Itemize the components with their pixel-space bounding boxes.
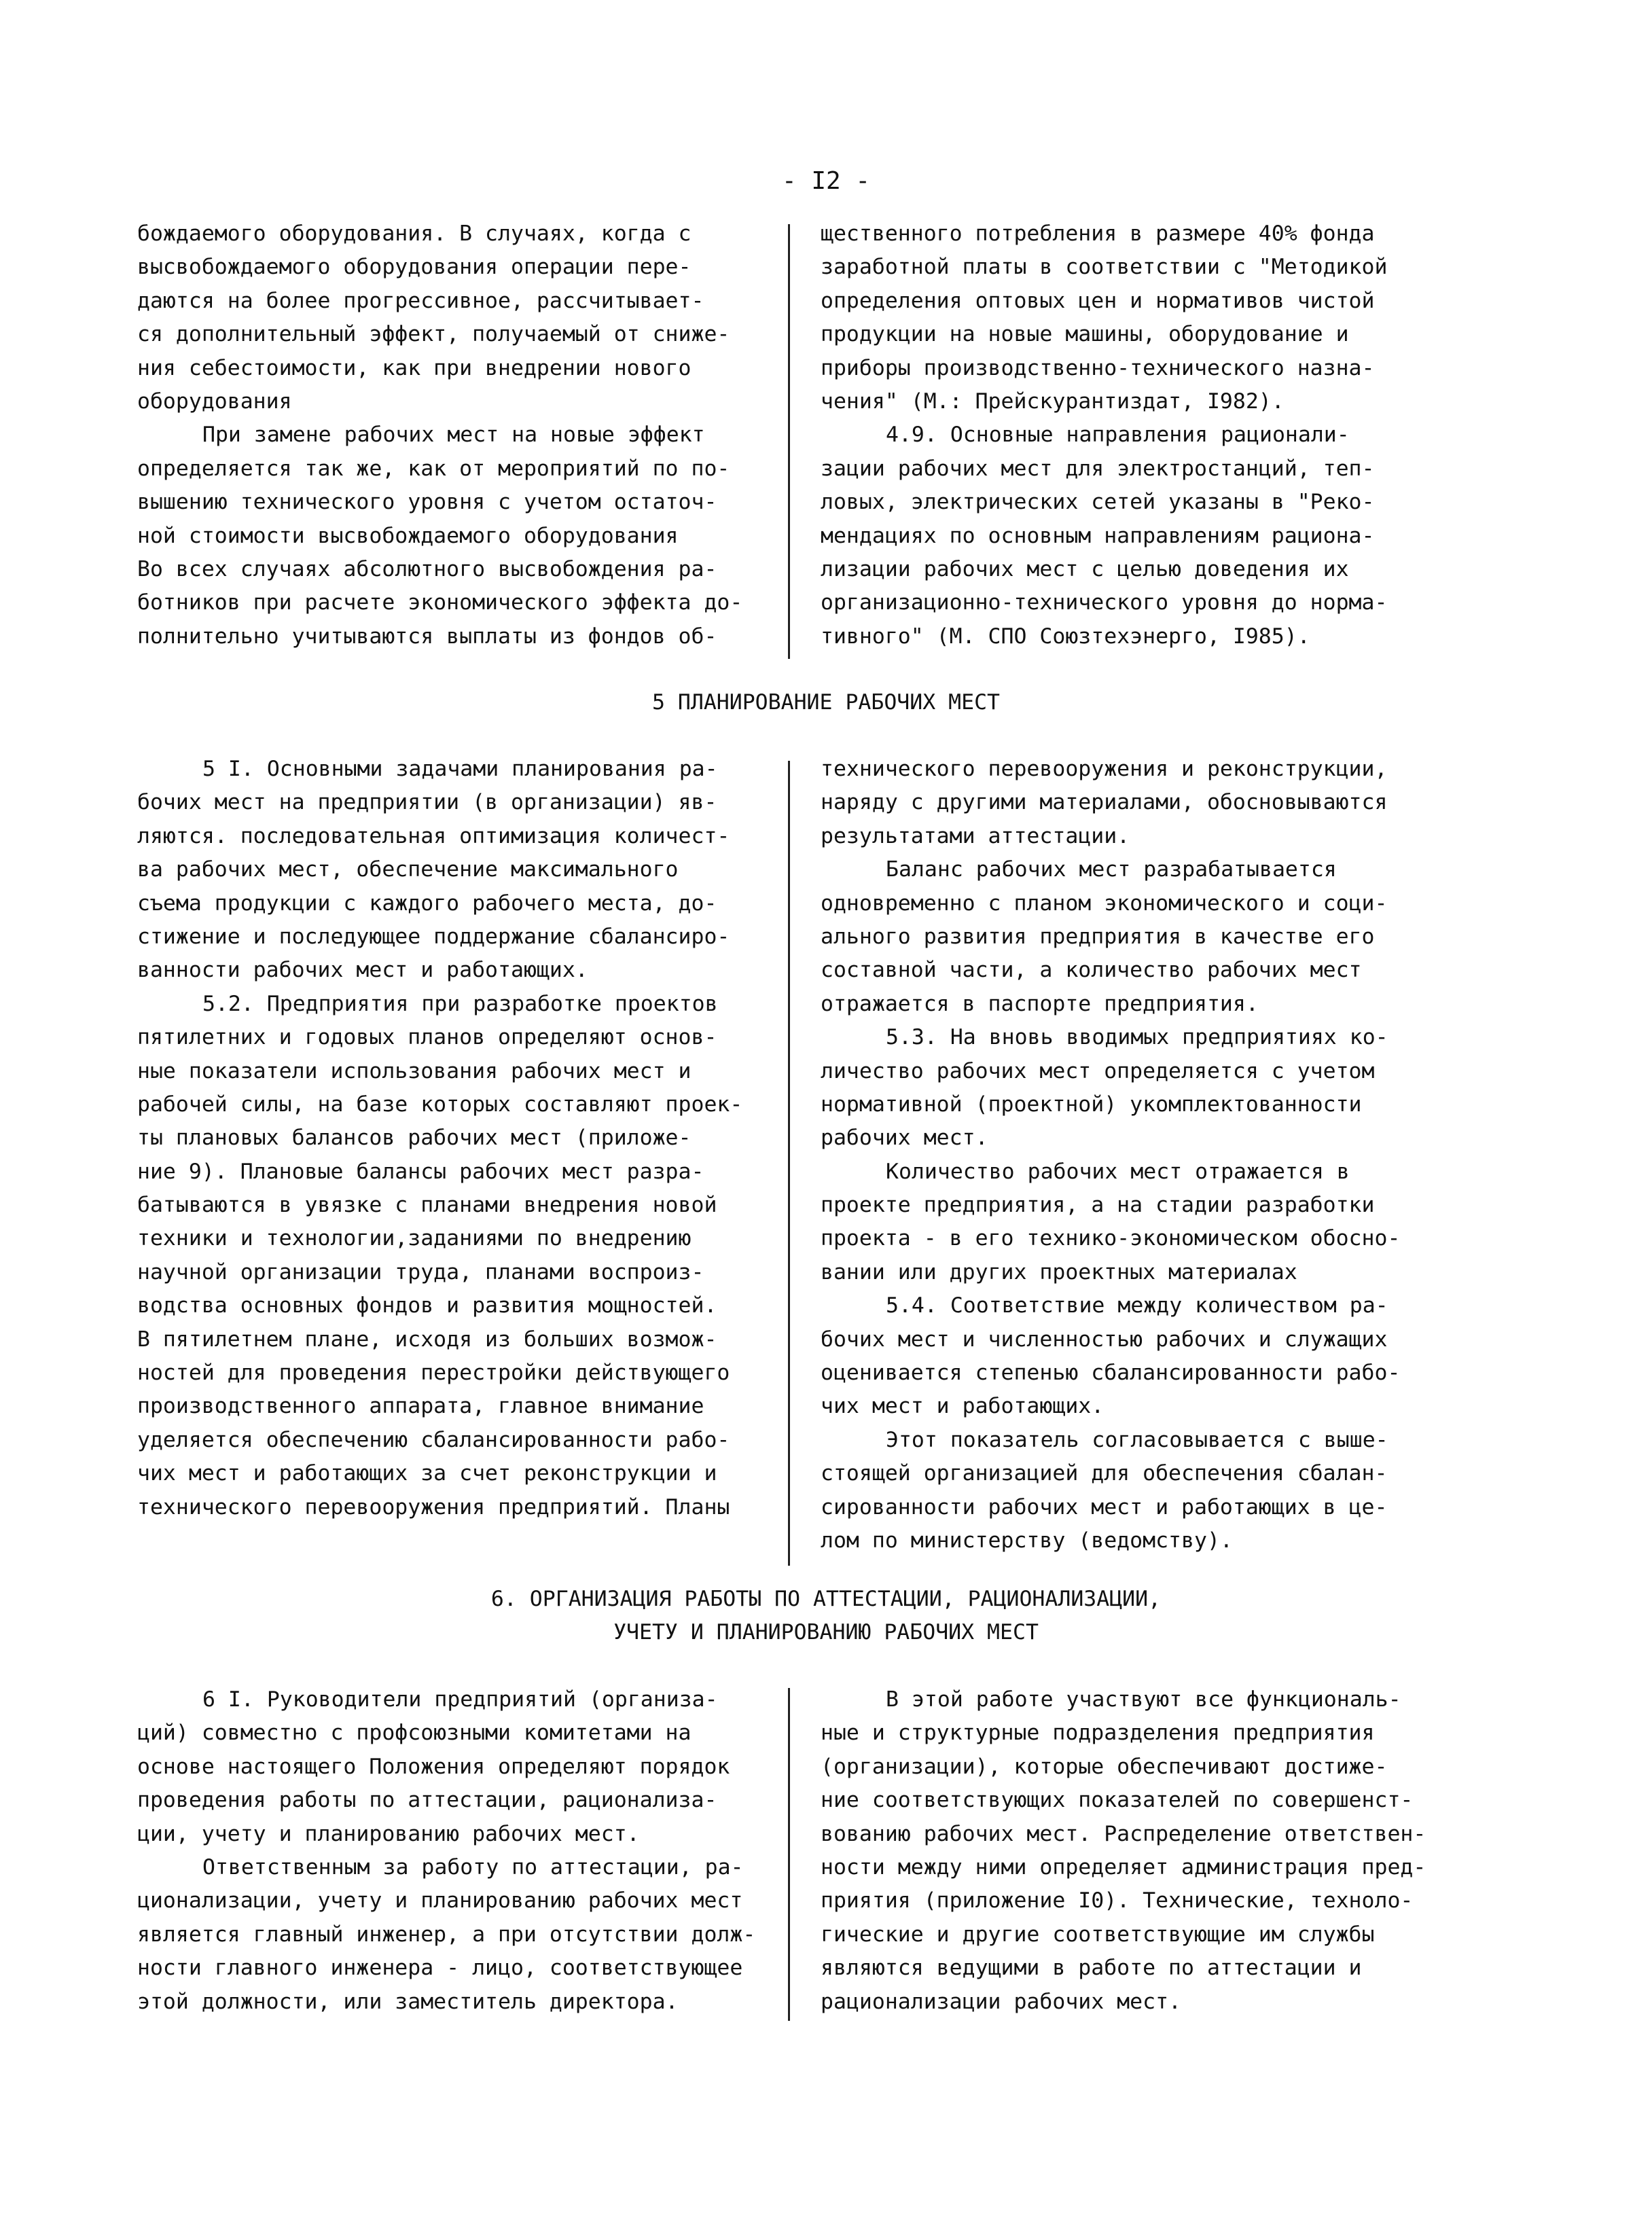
text-line: бочих мест и численностью рабочих и служащих <box>821 1327 1388 1352</box>
text-line: ния себестоимости, как при внедрении нового <box>137 355 692 380</box>
text-line: этой должности, или заместитель директора. <box>137 1989 679 2014</box>
text-line: высвобождаемого оборудования операции пере- <box>137 255 692 280</box>
text-line: научной организации труда, планами воспроиз- <box>137 1259 704 1284</box>
block2-left-column <box>137 753 776 1524</box>
text-line: щественного потребления в размере 40% фонда <box>821 221 1375 246</box>
text-line: бочих мест на предприятии (в организации) яв- <box>137 790 717 815</box>
text-line: В этой работе участвуют все функциональ- <box>886 1687 1401 1712</box>
text-line: ловых, электрических сетей указаны в "Реко- <box>821 490 1375 515</box>
text-line: является главный инженер, а при отсутствии долж- <box>137 1922 756 1947</box>
text-line: ального развития предприятия в качестве его <box>821 924 1375 949</box>
text-line: ние 9). Плановые балансы рабочих мест разра- <box>137 1159 704 1184</box>
column-divider <box>788 761 790 1566</box>
text-line: оценивается степенью сбалансированности рабо- <box>821 1361 1401 1386</box>
text-line: лом по министерству (ведомству). <box>821 1528 1233 1553</box>
text-line: результатами аттестации. <box>821 823 1130 848</box>
text-line: рационализации рабочих мест. <box>821 1989 1182 2014</box>
section-6-title-line: УЧЕТУ И ПЛАНИРОВАНИЮ РАБОЧИХ МЕСТ <box>613 1620 1039 1645</box>
text-line: 5.2. Предприятия при разработке проектов <box>202 991 718 1016</box>
text-line: заработной платы в соответствии с "Методикой <box>821 255 1388 280</box>
text-line: ции, учету и планированию рабочих мест. <box>137 1821 640 1846</box>
text-line: проекте предприятия, а на стадии разработки <box>821 1193 1375 1218</box>
text-line: основе настоящего Положения определяют порядок <box>137 1754 730 1779</box>
section-5-title: 5 ПЛАНИРОВАНИЕ РАБОЧИХ МЕСТ <box>651 690 1001 715</box>
text-line: определяется так же, как от мероприятий по по- <box>137 456 730 481</box>
text-line: батываются в увязке с планами внедрения новой <box>137 1193 717 1218</box>
text-line: ционализации, учету и планированию рабочих мест <box>137 1888 743 1913</box>
text-line: Количество рабочих мест отражается в <box>886 1159 1350 1184</box>
text-line: съема продукции с каждого рабочего места, до- <box>137 891 717 916</box>
text-line: приятия (приложение I0). Технические, техноло- <box>821 1888 1414 1913</box>
text-line: сированности рабочих мест и работающих в це- <box>821 1494 1388 1520</box>
page-number: - I2 - <box>781 167 871 195</box>
text-line: 6 I. Руководители предприятий (организа- <box>202 1687 718 1712</box>
text-line: мендациях по основным направлениям рациона- <box>821 523 1375 548</box>
text-line: стоящей организацией для обеспечения сбалан- <box>821 1461 1388 1486</box>
text-line: проекта - в его технико-экономическом обосно- <box>821 1226 1401 1251</box>
text-line: (организации), которые обеспечивают достиже- <box>821 1754 1388 1779</box>
text-line: техники и технологии,заданиями по внедрению <box>137 1226 692 1251</box>
text-line: Этот показатель согласовывается с выше- <box>886 1427 1388 1452</box>
text-line: вованию рабочих мест. Распределение ответствен- <box>821 1821 1426 1846</box>
text-line: Баланс рабочих мест разрабатывается <box>886 857 1337 882</box>
block3-left-column <box>137 1683 776 2019</box>
text-line: проведения работы по аттестации, рационализа- <box>137 1788 717 1813</box>
text-line: ности между ними определяет администрация пред- <box>821 1854 1426 1880</box>
text-line: водства основных фондов и развития мощностей. <box>137 1293 717 1318</box>
text-line: чения" (М.: Прейскурантиздат, I982). <box>821 389 1285 414</box>
text-line: отражается в паспорте предприятия. <box>821 991 1259 1016</box>
text-line: уделяется обеспечению сбалансированности рабо- <box>137 1427 730 1452</box>
text-line: продукции на новые машины, оборудование и <box>821 322 1349 347</box>
text-line: стижение и последующее поддержание сбалансиро- <box>137 924 730 949</box>
text-line: вании или других проектных материалах <box>821 1259 1297 1284</box>
section-6-heading <box>0 1583 1652 1650</box>
block3-right-column <box>821 1683 1459 2019</box>
text-line: 5 I. Основными задачами планирования ра- <box>202 757 718 781</box>
text-line: нормативной (проектной) укомплектованности <box>821 1092 1362 1117</box>
text-line: чих мест и работающих. <box>821 1394 1105 1419</box>
text-line: ся дополнительный эффект, получаемый от сниже- <box>137 322 730 347</box>
text-line: ляются. последовательная оптимизация количест- <box>137 823 730 848</box>
text-line: Во всех случаях абсолютного высвобождения ра- <box>137 556 717 581</box>
column-divider <box>788 1688 790 2021</box>
text-line: вышению технического уровня с учетом остаточ- <box>137 490 717 515</box>
text-line: полнительно учитываются выплаты из фондов об- <box>137 624 717 649</box>
text-line: технического перевооружения и реконструкции, <box>821 757 1388 781</box>
section-5-heading <box>0 686 1652 719</box>
text-line: оборудования <box>137 389 292 414</box>
block1-right-column <box>821 217 1459 653</box>
text-line: одновременно с планом экономического и соци- <box>821 891 1388 916</box>
text-line: тивного" (М. СПО Союзтехэнерго, I985). <box>821 624 1310 649</box>
text-line: лизации рабочих мест с целью доведения их <box>821 556 1349 581</box>
text-line: даются на более прогрессивное, рассчитывает- <box>137 288 704 313</box>
text-line: технического перевооружения предприятий. Планы <box>137 1494 730 1520</box>
text-line: рабочей силы, на базе которых составляют проек- <box>137 1092 743 1117</box>
text-line: ций) совместно с профсоюзными комитетами на <box>137 1721 692 1746</box>
text-line: ва рабочих мест, обеспечение максимального <box>137 857 679 882</box>
text-line: ностей для проведения перестройки действующего <box>137 1361 730 1386</box>
text-line: производственного аппарата, главное внимание <box>137 1394 704 1419</box>
text-line: составной части, а количество рабочих мест <box>821 958 1362 983</box>
block2-right-column <box>821 753 1459 1558</box>
text-line: ные показатели использования рабочих мест и <box>137 1058 692 1083</box>
column-divider <box>788 224 790 659</box>
text-line: 5.3. На вновь вводимых предприятиях ко- <box>886 1025 1388 1050</box>
text-line: приборы производственно-технического назна- <box>821 355 1375 380</box>
text-line: При замене рабочих мест на новые эффект <box>202 423 705 448</box>
text-line: зации рабочих мест для электростанций, теп- <box>821 456 1375 481</box>
text-line: ты плановых балансов рабочих мест (приложе- <box>137 1126 692 1151</box>
text-line: ботников при расчете экономического эффекта до- <box>137 590 743 615</box>
text-line: бождаемого оборудования. В случаях, когда с <box>137 221 692 246</box>
text-line: ванности рабочих мест и работающих. <box>137 958 588 983</box>
text-line: Ответственным за работу по аттестации, ра- <box>202 1854 744 1880</box>
text-line: чих мест и работающих за счет реконструкции и <box>137 1461 717 1486</box>
text-line: ности главного инженера - лицо, соответствующее <box>137 1956 743 1981</box>
text-line: ной стоимости высвобождаемого оборудования <box>137 523 679 548</box>
text-line: ные и структурные подразделения предприятия <box>821 1721 1375 1746</box>
text-line: организационно-технического уровня до норма- <box>821 590 1388 615</box>
text-line: ние соответствующих показателей по совершенст- <box>821 1788 1414 1813</box>
text-line: 5.4. Соответствие между количеством ра- <box>886 1293 1388 1318</box>
text-line: В пятилетнем плане, исходя из больших возмож- <box>137 1327 717 1352</box>
text-line: рабочих мест. <box>821 1126 988 1151</box>
section-6-title-line: 6. ОРГАНИЗАЦИЯ РАБОТЫ ПО АТТЕСТАЦИИ, РАЦИОНАЛИЗАЦИИ, <box>490 1587 1162 1611</box>
text-line: пятилетних и годовых планов определяют основ- <box>137 1025 717 1050</box>
text-line: являются ведущими в работе по аттестации и <box>821 1956 1362 1981</box>
text-line: гические и другие соответствующие им службы <box>821 1922 1375 1947</box>
text-line: определения оптовых цен и нормативов чистой <box>821 288 1375 313</box>
block1-left-column <box>137 217 776 653</box>
text-line: личество рабочих мест определяется с учетом <box>821 1058 1375 1083</box>
text-line: 4.9. Основные направления рационали- <box>886 423 1350 448</box>
text-line: наряду с другими материалами, обосновываются <box>821 790 1388 815</box>
